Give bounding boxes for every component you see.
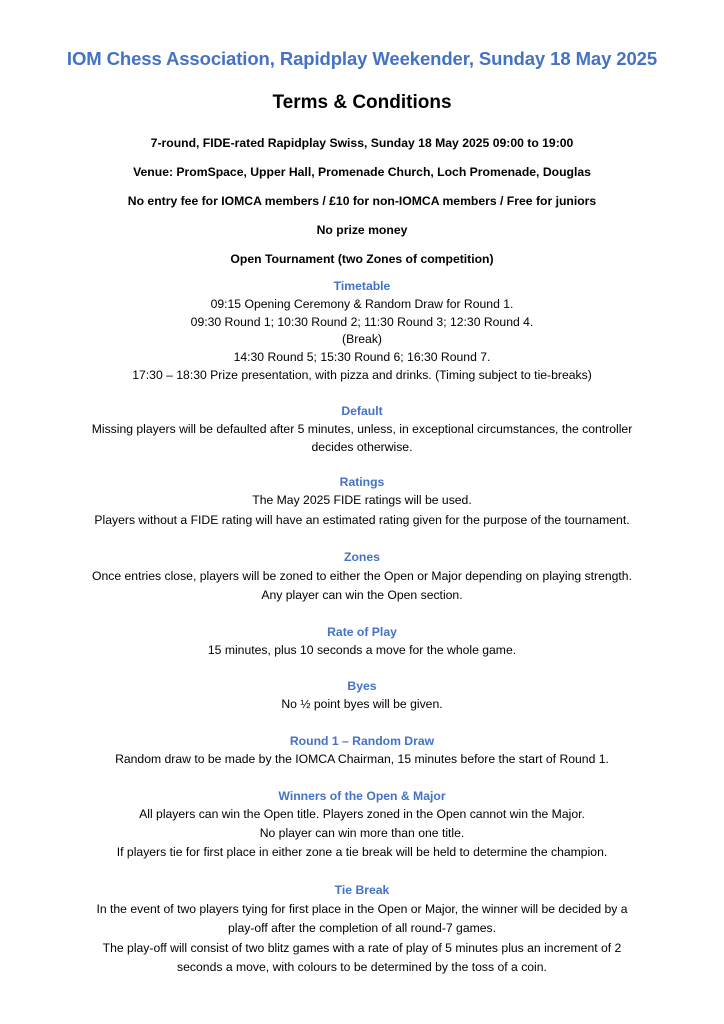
summary-prize: No prize money bbox=[316, 223, 408, 237]
section-heading-timetable: Timetable bbox=[333, 279, 391, 293]
tie-break-line: seconds a move, with colours to be determined by the toss of a coin. bbox=[177, 960, 547, 974]
tie-break-line: play-off after the completion of all round-7 games. bbox=[227, 921, 497, 935]
summary-venue: Venue: PromSpace, Upper Hall, Promenade Church, Loch Promenade, Douglas bbox=[133, 165, 591, 179]
rate-of-play-line: 15 minutes, plus 10 seconds a move for the whole game. bbox=[207, 643, 517, 657]
random-draw-line: Random draw to be made by the IOMCA Chairman, 15 minutes before the start of Round 1. bbox=[115, 752, 609, 766]
winners-line: If players tie for first place in either zone a tie break will be held to determine the champion. bbox=[116, 845, 608, 859]
section-heading-winners: Winners of the Open & Major bbox=[278, 789, 446, 803]
timetable-line: (Break) bbox=[342, 332, 382, 346]
default-line: Missing players will be defaulted after 5 minutes, unless, in exceptional circumstances, the controller bbox=[91, 422, 633, 436]
zones-line: Once entries close, players will be zoned to either the Open or Major depending on playing strength. bbox=[92, 569, 632, 583]
winners-line: No player can win more than one title. bbox=[259, 826, 465, 840]
section-heading-random-draw: Round 1 – Random Draw bbox=[289, 734, 435, 748]
document-subtitle: Terms & Conditions bbox=[272, 92, 452, 113]
section-heading-byes: Byes bbox=[347, 679, 377, 693]
winners-line: All players can win the Open title. Players zoned in the Open cannot win the Major. bbox=[139, 807, 585, 821]
ratings-line: Players without a FIDE rating will have an estimated rating given for the purpose of the tournament. bbox=[94, 513, 630, 527]
tie-break-line: In the event of two players tying for first place in the Open or Major, the winner will be decided by a bbox=[96, 902, 628, 916]
default-line: decides otherwise. bbox=[311, 440, 413, 454]
timetable-line: 09:30 Round 1; 10:30 Round 2; 11:30 Round 3; 12:30 Round 4. bbox=[190, 315, 534, 329]
timetable-line: 17:30 – 18:30 Prize presentation, with pizza and drinks. (Timing subject to tie-breaks) bbox=[132, 368, 592, 382]
tie-break-line: The play-off will consist of two blitz games with a rate of play of 5 minutes plus an increment of 2 bbox=[102, 941, 622, 955]
zones-line: Any player can win the Open section. bbox=[261, 588, 463, 602]
section-heading-ratings: Ratings bbox=[339, 475, 385, 489]
timetable-line: 09:15 Opening Ceremony & Random Draw for Round 1. bbox=[210, 297, 514, 311]
summary-entry-fee: No entry fee for IOMCA members / £10 for non-IOMCA members / Free for juniors bbox=[127, 194, 597, 208]
section-heading-default: Default bbox=[341, 404, 383, 418]
section-heading-zones: Zones bbox=[344, 550, 380, 564]
timetable-line: 14:30 Round 5; 15:30 Round 6; 16:30 Round 7. bbox=[233, 350, 491, 364]
byes-line: No ½ point byes will be given. bbox=[281, 697, 443, 711]
section-heading-rate-of-play: Rate of Play bbox=[327, 625, 397, 639]
summary-tournament: Open Tournament (two Zones of competition) bbox=[230, 252, 494, 266]
summary-rounds: 7-round, FIDE-rated Rapidplay Swiss, Sunday 18 May 2025 09:00 to 19:00 bbox=[150, 136, 574, 150]
section-heading-tie-break: Tie Break bbox=[334, 883, 390, 897]
ratings-line: The May 2025 FIDE ratings will be used. bbox=[252, 493, 472, 507]
document-title: IOM Chess Association, Rapidplay Weekender, Sunday 18 May 2025 bbox=[66, 48, 658, 69]
